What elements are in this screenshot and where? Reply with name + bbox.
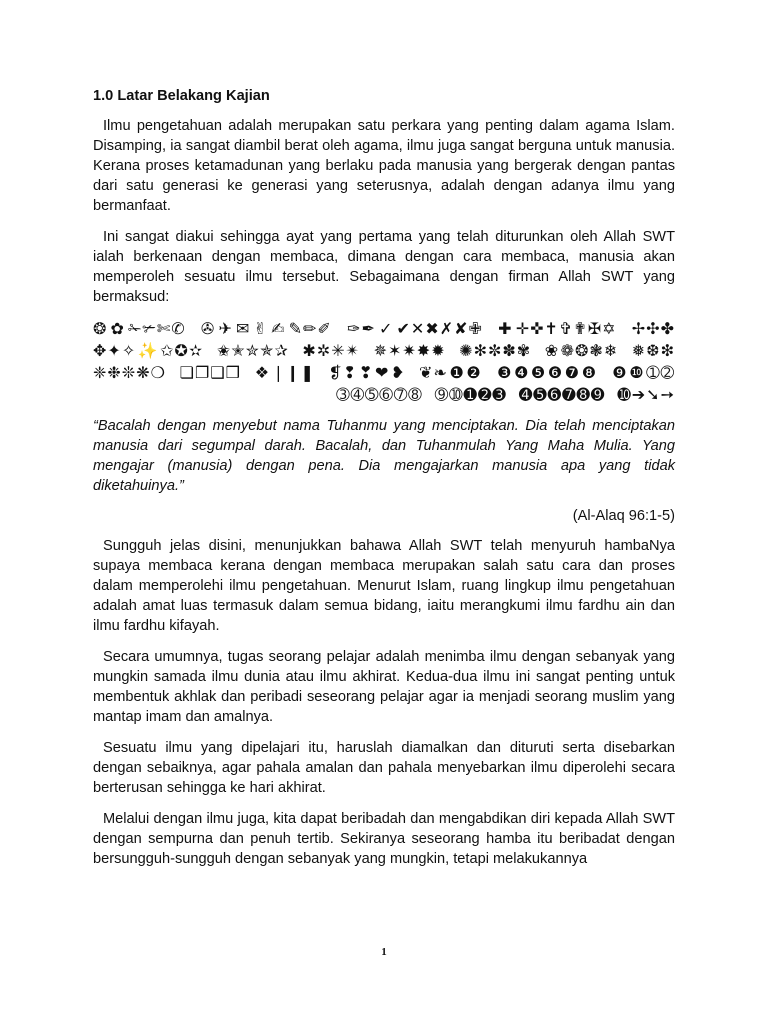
paragraph-intro: Ilmu pengetahuan adalah merupakan satu perkara yang penting dalam agama Islam. Disamping, ia sangat diambil berat oleh agama, ilmu juga sangat berguna untuk manusia. Kerana proses ketamadunan yang berlaku pada manusia yang bergerak dengan pantas dari satu generasi ke generasi yang seterusnya, adalah dengan adanya ilmu yang bermanfaat. — [93, 118, 675, 214]
verse-translation: “Bacalah dengan menyebut nama Tuhanmu yang menciptakan. Dia telah menciptakan manusia dari segumpal darah. Bacalah, dan Tuhanmulah Yang Maha Mulia. Yang mengajar (manusia) dengan pena. Dia mengajarkan manusia apa yang tidak diketahuinya.” — [93, 418, 675, 494]
paragraph-worship: Melalui dengan ilmu juga, kita dapat beribadah dan mengabdikan diri kepada Allah SWT dengan sempurna dan penuh tertib. Sekiranya seseorang hamba itu beribadat dengan bersungguh-sungguh dengan sebanyak yang mungkin, tetapi melakukannya — [93, 811, 675, 867]
page-number: 1 — [381, 946, 387, 958]
paragraph-student-duty: Secara umumnya, tugas seorang pelajar adalah menimba ilmu dengan sebanyak yang mungkin samada ilmu dunia atau ilmu akhirat. Kedua-dua ilmu ini sangat penting untuk membentuk akhlak dan peribadi seseorang pelajar agar ia menjadi seorang muslim yang mantap imam dan amalnya. — [93, 649, 675, 725]
verse-citation: (Al-Alaq 96:1-5) — [572, 508, 675, 524]
paragraph-practice-knowledge: Sesuatu ilmu yang dipelajari itu, haruslah diamalkan dan dituruti serta disebarkan dengan sebaiknya, agar pahala amalan dan pahala menyebarkan ilmu diperolehi secara berterusan sehingga ke hari akhirat. — [93, 740, 675, 796]
document-page — [93, 86, 675, 880]
paragraph-command-to-read: Sungguh jelas disini, menunjukkan bahawa Allah SWT telah menyuruh hambaNya supaya membaca kerana dengan membaca merupakan salah satu cara dan proses dalam memperolehi ilmu pengetahuan. Menurut Islam, ruang lingkup ilmu pengetahuan adalah amat luas termasuk dalam semua bidang, iaitu merangkumi ilmu fardhu ain dan ilmu fardhu kifayah. — [93, 538, 675, 634]
section-heading: 1.0 Latar Belakang Kajian — [93, 88, 270, 104]
paragraph-first-revelation: Ini sangat diakui sehingga ayat yang pertama yang telah diturunkan oleh Allah SWT ialah berkenaan dengan membaca, dimana dengan cara membaca, manusia akan memperoleh sesuatu ilmu tersebut. Sebagaimana dengan firman Allah SWT yang bermaksud: — [93, 229, 675, 305]
quran-verse-symbols: ❂✿✁✃✄✆ ✇✈✉✌✍✎✏✐ ✑✒✓✔✕✖✗✘✙ ✚✛✜✝✞✟✠✡ ✢✣✤ ✥✦✧✨✩✪✫ ✬✭✮✯✰ ✱✲✳✴ ✵✶✷✸✹ ✺✻✼✽✾ ❀❁❂❃❄ ❅❆❇ ❈❉❊❋❍ ❏❐❑❒ ❖❘❙❚ ❡❢❣❤❥ ❦❧❶❷ ❸❹❺❻❼❽ ❾❿➀➁ ➂➃➄➅➆➇ ➈➉➊➋➌ ➍➎➏➐➑➒ ➓➔➘➙ — [93, 319, 675, 404]
